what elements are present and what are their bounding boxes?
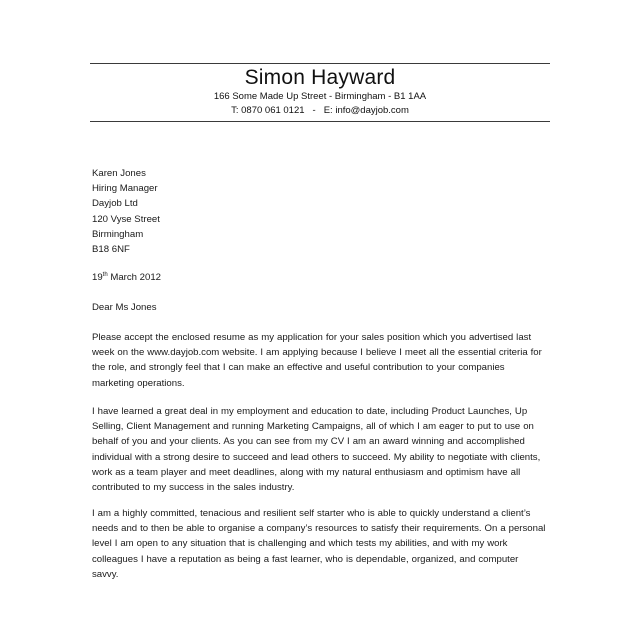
sender-email: E: info@dayjob.com (323, 105, 409, 116)
paragraph-1: Please accept the enclosed resume as my application for your sales position which you advertised last week on the www.dayjob.com website. I am applying because I believe I meet all the essential criteria for the role, and strongly feel that I can make an effective and useful contribution to your companies marketing operations. (92, 332, 542, 389)
date-suffix: th (102, 272, 108, 278)
recipient-street: 120 Vyse Street (92, 213, 160, 225)
sender-name: Simon Hayward (244, 66, 396, 89)
recipient-postcode: B18 6NF (92, 244, 130, 256)
header-bottom-rule (90, 121, 550, 122)
paragraph-3: I am a highly committed, tenacious and resilient self starter who is able to quickly understand a client’s needs and to then be able to organise a company’s resources to satisfy their requirements. On a personal level I am open to any situation that is challenging and which tests my abilities, and with my work colleagues I have a reputation as being a fast learner, who is dependable, organized, and computer savvy. (92, 508, 546, 580)
recipient-title: Hiring Manager (92, 183, 158, 195)
contact-separator: - (312, 105, 316, 116)
letterhead (90, 66, 550, 118)
recipient-name: Karen Jones (92, 168, 146, 179)
header-top-rule (90, 63, 550, 64)
date-month-year: March 2012 (107, 272, 162, 283)
paragraph-2: I have learned a great deal in my employment and education to date, including Product Launches, Up Selling, Client Management and running Marketing Campaigns, all of which I am eager to put to use on behalf of you and your clients. As you can see from my CV I am an award winning and accomplished individual with a strong desire to succeed and lead others to succeed. My ability to negotiate with clients, work as a team player and meet deadlines, along with my natural enthusiasm and optimism have all contributed to my success in the sales industry. (92, 406, 541, 494)
date-day: 19 (92, 272, 103, 283)
sender-contact (90, 104, 550, 118)
salutation: Dear Ms Jones (92, 302, 157, 313)
sender-address: 166 Some Made Up Street - Birmingham - B1 1AA (213, 91, 427, 102)
recipient-city: Birmingham (92, 228, 144, 240)
recipient-company: Dayjob Ltd (92, 198, 138, 210)
recipient-address-block (92, 166, 547, 257)
letter-date (92, 270, 547, 285)
sender-phone: T: 0870 061 0121 (231, 105, 305, 116)
